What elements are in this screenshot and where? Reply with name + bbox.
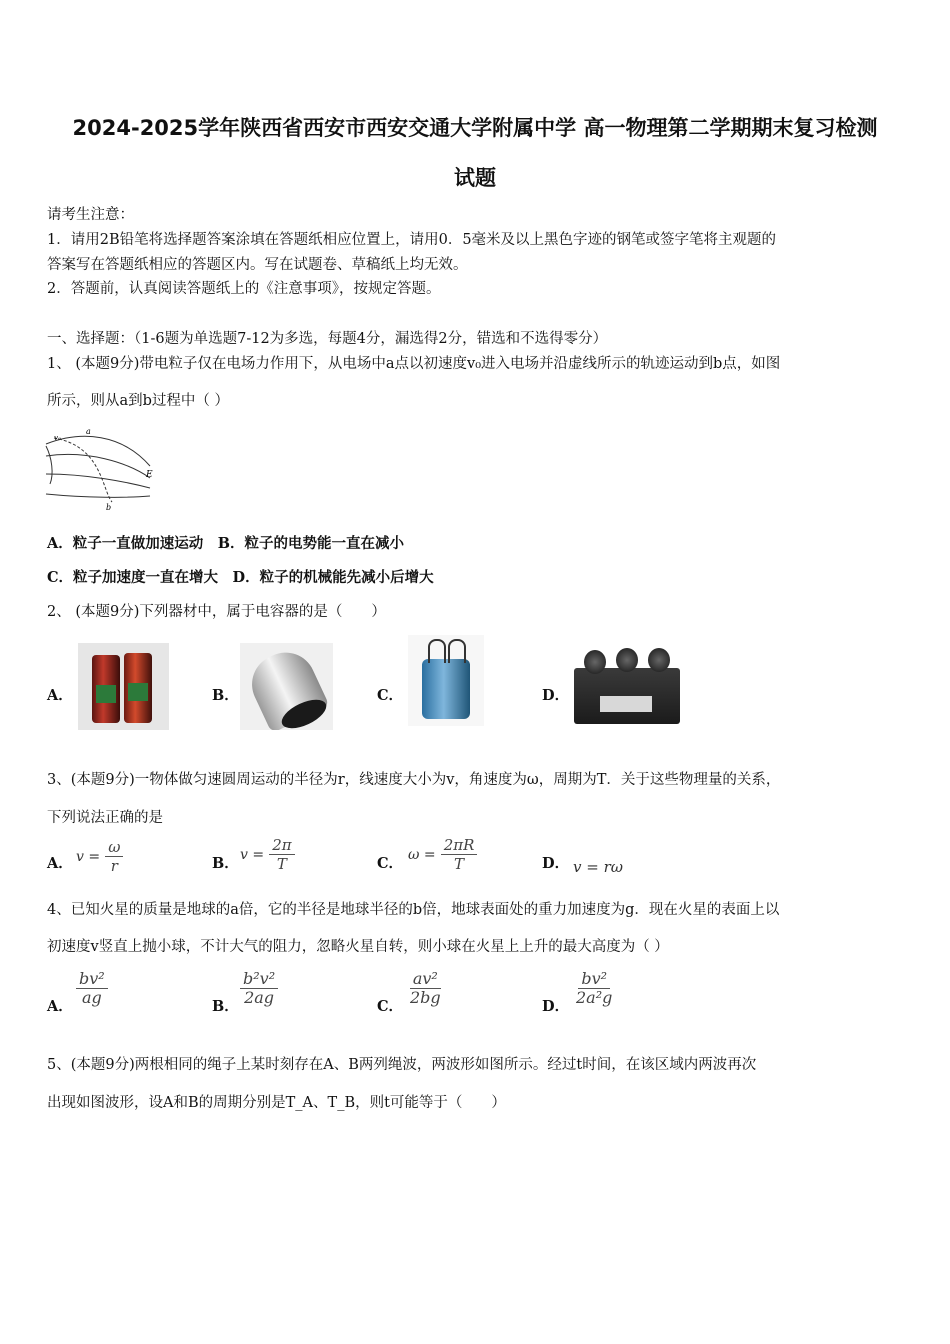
- q3-option-d-formula: v = rω: [573, 858, 623, 876]
- capacitor-photo: [240, 643, 333, 730]
- q1-options-row1: A．粒子一直做加速运动 B．粒子的电势能一直在减小: [47, 535, 405, 552]
- q3-label-d: D．: [542, 855, 570, 872]
- notice-line1: 1．请用2B铅笔将选择题答案涂填在答题纸相应位置上，请用0．5毫米及以上黑色字迹的钢笔或签字笔将主观题的: [47, 232, 777, 248]
- q3-label-b: B．: [212, 855, 239, 872]
- q5-stem-line2: 出现如图波形，设A和B的周期分别是T_A、T_B，则t可能等于（ ）: [47, 1095, 506, 1111]
- label-E: E: [146, 470, 153, 480]
- q4-label-c: C．: [377, 998, 404, 1015]
- q4-label-b: B．: [212, 998, 239, 1015]
- q3-stem-line1: 3、(本题9分)一物体做匀速圆周运动的半径为r，线速度大小为v，角速度为ω，周期为T．关于这些物理量的关系，: [47, 772, 781, 788]
- q3-option-a-formula: v = $\frac{\omega}{r}$: [76, 838, 123, 875]
- q1-stem-line1: 1、 (本题9分)带电粒子仅在电场力作用下，从电场中a点以初速度v₀进入电场并沿虚线所示的轨迹运动到b点，如图: [47, 356, 781, 372]
- q3-label-c: C．: [377, 855, 404, 872]
- q1-stem-line2: 所示，则从a到b过程中（ ）: [47, 393, 230, 409]
- label-b: b: [106, 503, 112, 512]
- q2-label-a: A．: [47, 687, 73, 704]
- batteries-photo: [78, 643, 169, 730]
- label-a: a: [86, 427, 91, 436]
- q1-field-diagram: [42, 424, 162, 514]
- notice-heading: 请考生注意：: [47, 207, 134, 223]
- q4-option-b-formula: $\frac{\text{b²v²}}{2ag}$: [240, 970, 278, 1007]
- q3-stem-line2: 下列说法正确的是: [47, 810, 163, 826]
- q3-option-b-formula: v = $\frac{2\pi}{T}$: [240, 836, 295, 873]
- q4-stem-line2: 初速度v竖直上抛小球，不计大气的阻力，忽略火星自转，则小球在火星上上升的最大高度为（ ）: [47, 939, 669, 955]
- q4-option-a-formula: $\frac{\text{bv²}}{ag}$: [76, 970, 108, 1007]
- coil-photo: [408, 635, 484, 726]
- section-heading: 一、选择题：（1-6题为单选题7-12为多选，每题4分，漏选得2分，错选和不选得零分）: [47, 331, 608, 347]
- q4-stem-line1: 4、已知火星的质量是地球的a倍，它的半径是地球半径的b倍，地球表面处的重力加速度为g．现在火星的表面上以: [47, 902, 780, 918]
- resistance-box-photo: [572, 644, 683, 726]
- label-v0: v₀: [54, 434, 61, 442]
- q3-option-c-formula: ω = $\frac{2\pi R}{T}$: [408, 836, 477, 873]
- q4-option-d-formula: $\frac{\text{bv²}}{\text{2a²g}}$: [576, 969, 613, 1007]
- q4-label-a: A．: [47, 998, 73, 1015]
- q2-label-b: B．: [212, 687, 239, 704]
- q2-stem: 2、 (本题9分)下列器材中，属于电容器的是（ ）: [47, 604, 386, 620]
- q4-label-d: D．: [542, 998, 570, 1015]
- q1-options-row2: C．粒子加速度一直在增大 D．粒子的机械能先减小后增大: [47, 569, 434, 586]
- q5-stem-line1: 5、(本题9分)两根相同的绳子上某时刻存在A、B两列绳波，两波形如图所示。经过t时间，在该区域内两波再次: [47, 1057, 757, 1073]
- page-title: 2024-2025学年陕西省西安市西安交通大学附属中学 高一物理第二学期期末复习检测: [72, 116, 878, 140]
- q3-label-a: A．: [47, 855, 73, 872]
- q4-option-c-formula: $\frac{\text{av²}}{2bg}$: [410, 969, 441, 1007]
- q2-label-d: D．: [542, 687, 570, 704]
- notice-line2: 答案写在答题纸相应的答题区内。写在试题卷、草稿纸上均无效。: [47, 257, 468, 273]
- page-title-line2: 试题: [454, 166, 496, 190]
- q2-label-c: C．: [377, 687, 404, 704]
- notice-line3: 2．答题前，认真阅读答题纸上的《注意事项》，按规定答题。: [47, 281, 441, 297]
